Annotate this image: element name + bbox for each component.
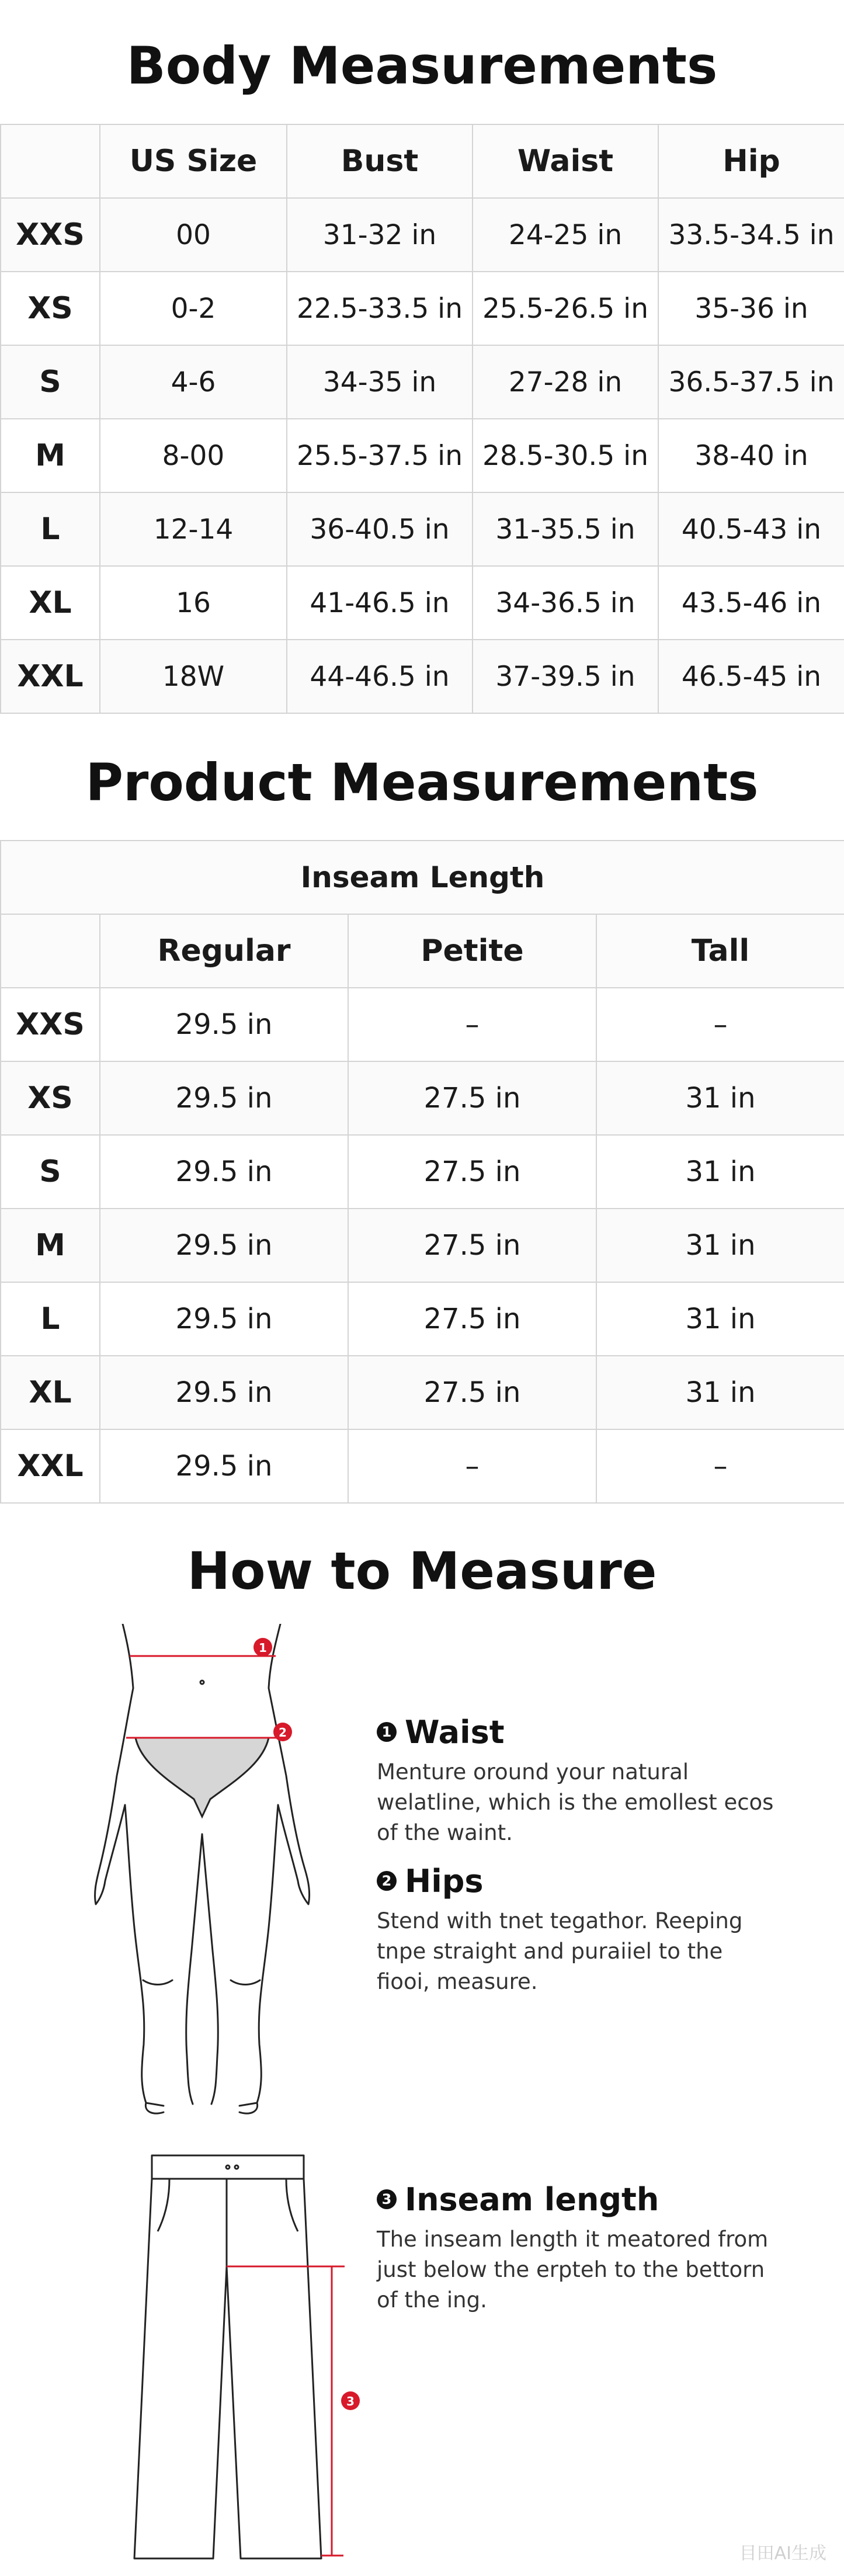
size-label: XXL xyxy=(1,1429,100,1503)
step-description: The inseam length it meatored from just below the erpteh to the bettorn of the ing. xyxy=(377,2227,769,2313)
table-cell: 27.5 in xyxy=(348,1135,596,1209)
table-cell: 27.5 in xyxy=(348,1209,596,1282)
table-row xyxy=(1,640,844,713)
product-measurements-table xyxy=(0,840,844,1504)
column-header: Regular xyxy=(100,914,348,988)
watermark: 目田AI生成 xyxy=(739,2543,826,2564)
column-header xyxy=(1,124,100,198)
table-row xyxy=(1,566,844,640)
size-label: XXS xyxy=(1,988,100,1061)
column-header: US Size xyxy=(100,124,287,198)
table-row xyxy=(1,988,844,1061)
table-cell: 29.5 in xyxy=(100,1429,348,1503)
table-cell: 31-32 in xyxy=(287,198,473,272)
table-cell: 33.5-34.5 in xyxy=(658,198,844,272)
size-label: XXS xyxy=(1,198,100,272)
table-cell: 22.5-33.5 in xyxy=(287,272,473,345)
table-row xyxy=(1,419,844,492)
column-header: Waist xyxy=(473,124,658,198)
column-header: Petite xyxy=(348,914,596,988)
table-cell: 27.5 in xyxy=(348,1282,596,1356)
table-cell: 4-6 xyxy=(100,345,287,419)
body-measurements-table xyxy=(0,124,844,714)
table-row xyxy=(1,492,844,566)
body-measurements-title: Body Measurements xyxy=(126,36,718,96)
table-cell: 35-36 in xyxy=(658,272,844,345)
size-label: L xyxy=(1,1282,100,1356)
table-cell: 25.5-26.5 in xyxy=(473,272,658,345)
table-cell: 38-40 in xyxy=(658,419,844,492)
table-cell: 44-46.5 in xyxy=(287,640,473,713)
table-cell: 27.5 in xyxy=(348,1356,596,1429)
column-header: Bust xyxy=(287,124,473,198)
table-cell: 31 in xyxy=(596,1061,844,1135)
table-row xyxy=(1,345,844,419)
inseam-caption-row xyxy=(1,841,844,914)
pants-illustration xyxy=(111,2150,374,2570)
table-cell: 27.5 in xyxy=(348,1061,596,1135)
column-header: Hip xyxy=(658,124,844,198)
size-label: M xyxy=(1,419,100,492)
table-cell: 29.5 in xyxy=(100,988,348,1061)
table-cell: 34-36.5 in xyxy=(473,566,658,640)
table-cell: 29.5 in xyxy=(100,1209,348,1282)
table-cell: 31 in xyxy=(596,1356,844,1429)
how-to-measure-title: How to Measure xyxy=(187,1541,657,1601)
step-hips xyxy=(377,1860,832,1997)
table-cell: 28.5-30.5 in xyxy=(473,419,658,492)
size-label: S xyxy=(1,1135,100,1209)
inseam-marker: 3 xyxy=(346,2394,355,2408)
table-cell: – xyxy=(596,988,844,1061)
table-cell: 29.5 in xyxy=(100,1061,348,1135)
size-label: XS xyxy=(1,1061,100,1135)
table-cell: 16 xyxy=(100,566,287,640)
table-row xyxy=(1,1061,844,1135)
table-cell: 0-2 xyxy=(100,272,287,345)
table-row xyxy=(1,1429,844,1503)
table-cell: 40.5-43 in xyxy=(658,492,844,566)
table-cell: 8-00 xyxy=(100,419,287,492)
step-waist xyxy=(377,1711,832,1848)
step-title: Inseam length xyxy=(405,2181,659,2218)
table-cell: 29.5 in xyxy=(100,1135,348,1209)
hip-marker: 2 xyxy=(279,1726,287,1740)
table-cell: 18W xyxy=(100,640,287,713)
size-label: XXL xyxy=(1,640,100,713)
table-cell: 27-28 in xyxy=(473,345,658,419)
table-cell: 00 xyxy=(100,198,287,272)
body-header-row xyxy=(1,124,844,198)
size-label: L xyxy=(1,492,100,566)
step-title: Waist xyxy=(405,1713,505,1751)
step-title: Hips xyxy=(405,1862,484,1900)
table-cell: – xyxy=(348,1429,596,1503)
body-figure-illustration xyxy=(88,1624,333,2120)
table-cell: 43.5-46 in xyxy=(658,566,844,640)
step-number-icon: 2 xyxy=(377,1871,397,1891)
table-cell: 31-35.5 in xyxy=(473,492,658,566)
column-header: Tall xyxy=(596,914,844,988)
product-header-row xyxy=(1,914,844,988)
size-label: XL xyxy=(1,566,100,640)
how-to-measure-section xyxy=(0,1612,844,2576)
table-cell: – xyxy=(348,988,596,1061)
table-cell: 25.5-37.5 in xyxy=(287,419,473,492)
step-description: Menture oround your natural welatline, which is the emollest ecos of the waint. xyxy=(377,1759,774,1845)
table-cell: 29.5 in xyxy=(100,1356,348,1429)
table-cell: 46.5-45 in xyxy=(658,640,844,713)
table-cell: 31 in xyxy=(596,1282,844,1356)
table-cell: 37-39.5 in xyxy=(473,640,658,713)
table-cell: 41-46.5 in xyxy=(287,566,473,640)
size-label: M xyxy=(1,1209,100,1282)
table-row xyxy=(1,1209,844,1282)
table-cell: – xyxy=(596,1429,844,1503)
step-inseam xyxy=(377,2179,832,2315)
size-label: XS xyxy=(1,272,100,345)
inseam-caption: Inseam Length xyxy=(1,841,844,914)
step-number-icon: 1 xyxy=(377,1722,397,1742)
step-description: Stend with tnet tegathor. Reeping tnpe straight and puraiiel to the fiooi, measure. xyxy=(377,1908,743,1994)
table-cell: 31 in xyxy=(596,1135,844,1209)
size-label: XL xyxy=(1,1356,100,1429)
column-header xyxy=(1,914,100,988)
table-cell: 34-35 in xyxy=(287,345,473,419)
step-number-icon: 3 xyxy=(377,2189,397,2209)
size-label: S xyxy=(1,345,100,419)
table-cell: 36.5-37.5 in xyxy=(658,345,844,419)
table-cell: 12-14 xyxy=(100,492,287,566)
table-row xyxy=(1,1135,844,1209)
product-measurements-title: Product Measurements xyxy=(85,752,759,813)
table-row xyxy=(1,1356,844,1429)
table-row xyxy=(1,198,844,272)
table-cell: 29.5 in xyxy=(100,1282,348,1356)
table-cell: 31 in xyxy=(596,1209,844,1282)
table-row xyxy=(1,1282,844,1356)
table-row xyxy=(1,272,844,345)
waist-marker: 1 xyxy=(259,1641,267,1655)
table-cell: 36-40.5 in xyxy=(287,492,473,566)
table-cell: 24-25 in xyxy=(473,198,658,272)
